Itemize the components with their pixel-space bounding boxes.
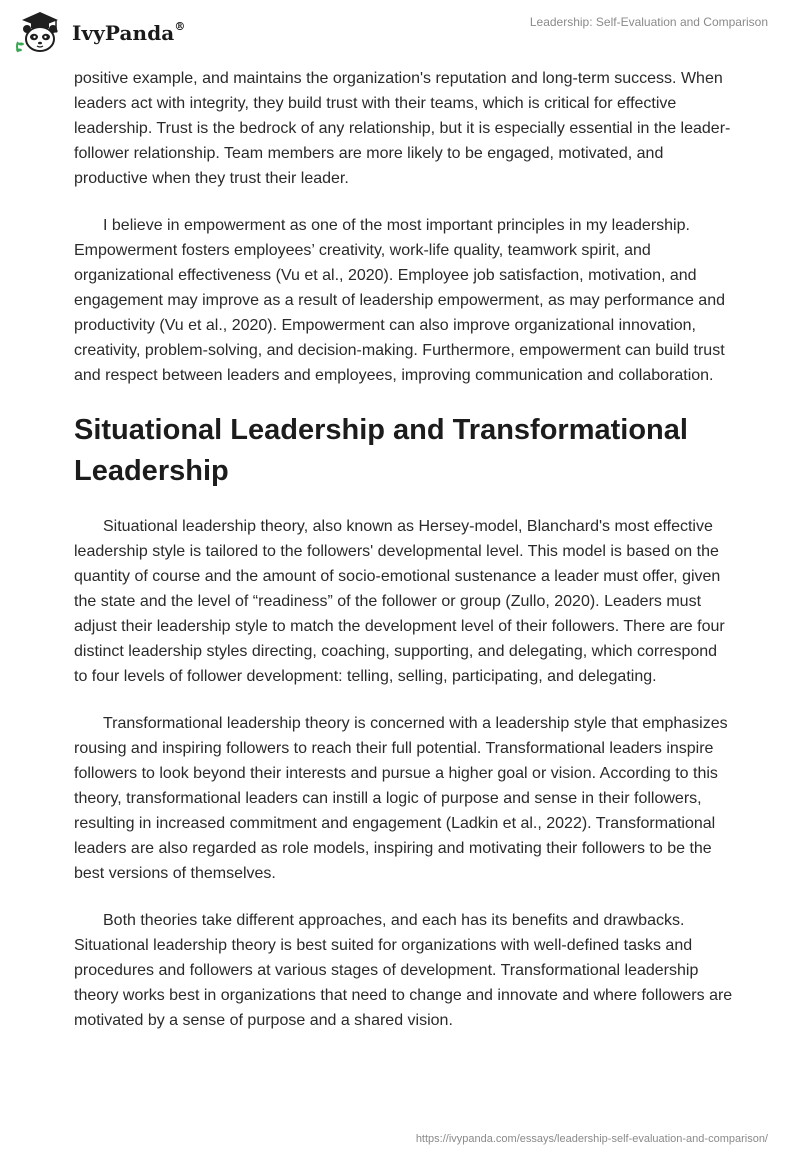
body-paragraph: positive example, and maintains the organization's reputation and long-term success. When leaders act with integrity, they build trust with their teams, which is critical for effective leadership. Trust is the bedrock of any relationship, but it is especially essential in the leader-follower relationship. Team members are more likely to be engaged, motivated, and productive when they trust their leader. [74, 70, 731, 187]
body-paragraph: Transformational leadership theory is concerned with a leadership style that emphasizes rousing and inspiring followers to reach their full potential. Transformational leaders inspire followers to look beyond their interests and pursue a higher goal or vision. According to this theory, transformational leaders can instill a logic of purpose and sense in their followers, resulting in increased commitment and engagement (Ladkin et al., 2022). Transformational leaders are also regarded as role models, inspiring and motivating their followers to be the best versions of themselves. [74, 715, 728, 882]
body-paragraph: Situational leadership theory, also known as Hersey-model, Blanchard's most effective leadership style is tailored to the followers' developmental level. This model is based on the quantity of course and the amount of socio-emotional sustenance a leader must offer, given the state and the level of “readiness” of the follower or group (Zullo, 2020). Leaders must adjust their leadership style to match the development level of their followers. There are four distinct leadership styles directing, coaching, supporting, and delegating, which correspond to four levels of follower development: telling, selling, participating, and delegating. [74, 518, 725, 685]
source-url[interactable]: https://ivypanda.com/essays/leadership-self-evaluation-and-comparison/ [415, 1133, 768, 1145]
body-paragraph: Both theories take different approaches, and each has its benefits and drawbacks. Situational leadership theory is best suited for organizations with well-defined tasks and procedures and followers at various stages of development. Transformational leadership theory works best in organizations that need to change and innovate and where followers are motivated by a sense of purpose and a shared vision. [74, 912, 733, 1029]
page-header [0, 0, 800, 64]
registered-mark: ® [174, 20, 186, 34]
brand-label: IvyPanda [72, 21, 175, 45]
body-paragraph: I believe in empowerment as one of the most important principles in my leadership. Empowerment fosters employees’ creativity, work-life quality, teamwork spirit, and organizational effectiveness (Vu et al., 2020). Employee job satisfaction, motivation, and engagement may improve as a result of leadership empowerment, as may performance and productivity (Vu et al., 2020). Empowerment can also improve organizational innovation, creativity, problem-solving, and decision-making. Furthermore, empowerment can build trust and respect between leaders and employees, improving communication and collaboration. [74, 217, 725, 384]
panda-graduate-icon [14, 8, 66, 54]
essay-content [74, 66, 734, 1055]
section-heading: Situational Leadership and Transformational Leadership [74, 414, 688, 487]
document-title: Leadership: Self-Evaluation and Comparison [529, 15, 768, 29]
brand-name [72, 21, 185, 45]
ivypanda-logo[interactable] [14, 8, 185, 54]
